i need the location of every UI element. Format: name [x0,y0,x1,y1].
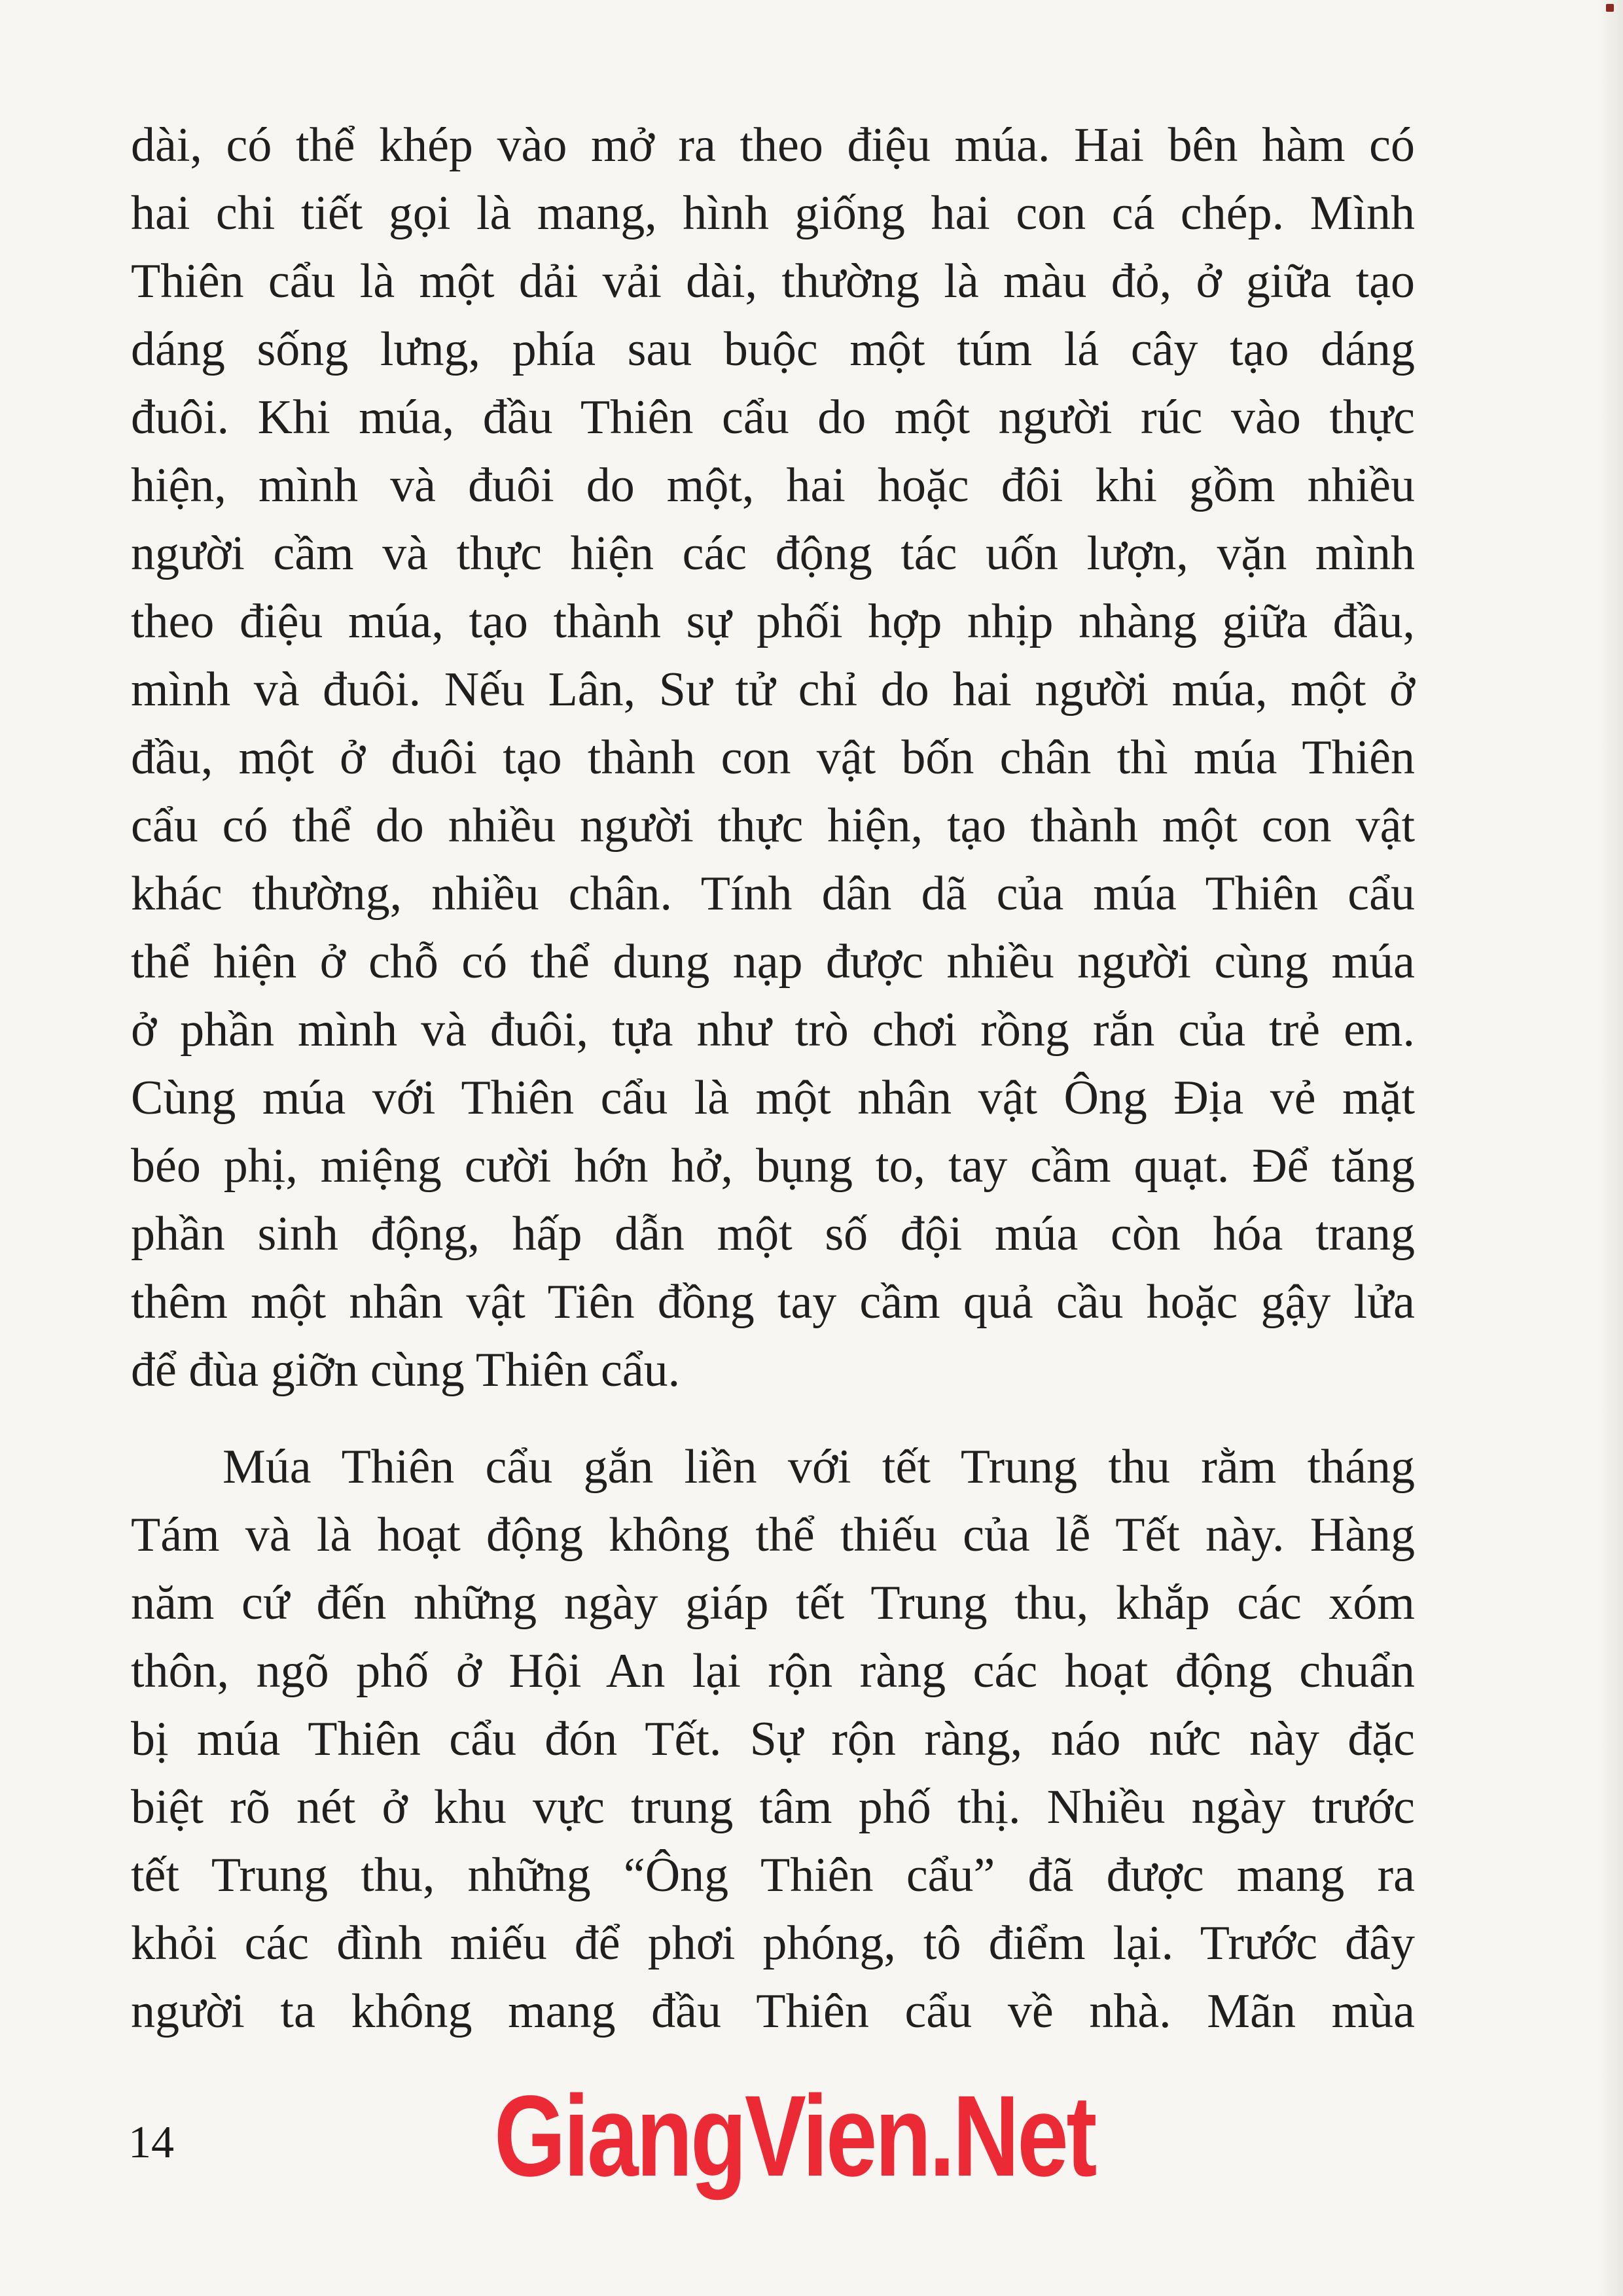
text-line: theo điệu múa, tạo thành sự phối hợp nhịp nhàng giữa đầu, [131,595,1415,648]
text-line: Thiên cẩu là một dải vải dài, thường là màu đỏ, ở giữa tạo [131,255,1415,308]
text-line: cẩu có thể do nhiều người thực hiện, tạo thành một con vật [131,799,1415,853]
text-line: khác thường, nhiều chân. Tính dân dã của múa Thiên cẩu [131,867,1415,921]
text-line: khỏi các đình miếu để phơi phóng, tô điểm lại. Trước đây [131,1916,1415,1970]
text-line: thêm một nhân vật Tiên đồng tay cầm quả cầu hoặc gậy lửa [131,1275,1415,1329]
text-line: đuôi. Khi múa, đầu Thiên cẩu do một người rúc vào thực [131,391,1415,444]
text-line: năm cứ đến những ngày giáp tết Trung thu, khắp các xóm [131,1576,1415,1630]
text-line: hiện, mình và đuôi do một, hai hoặc đôi khi gồm nhiều [131,459,1415,512]
text-line: Cùng múa với Thiên cẩu là một nhân vật Ông Địa vẻ mặt [131,1071,1415,1125]
text-line: biệt rõ nét ở khu vực trung tâm phố thị. Nhiều ngày trước [131,1780,1415,1834]
text-line: người ta không mang đầu Thiên cẩu về nhà. Mãn mùa [131,1985,1415,2038]
text-line: thôn, ngõ phố ở Hội An lại rộn ràng các hoạt động chuẩn [131,1644,1415,1698]
paragraph-2 [131,1433,1415,2045]
text-line: ở phần mình và đuôi, tựa như trò chơi rồng rắn của trẻ em. [131,1003,1415,1057]
watermark-logo: GiangVien.Net [494,2072,1096,2200]
text-line: phần sinh động, hấp dẫn một số đội múa còn hóa trang [131,1207,1415,1261]
text-line: đầu, một ở đuôi tạo thành con vật bốn chân thì múa Thiên [131,731,1415,785]
text-line: dáng sống lưng, phía sau buộc một túm lá cây tạo dáng [131,323,1415,376]
page-corner-mark [1606,4,1614,12]
page-edge-shadow [1597,0,1623,2296]
text-line: người cầm và thực hiện các động tác uốn lượn, vặn mình [131,527,1415,580]
text-line: hai chi tiết gọi là mang, hình giống hai con cá chép. Mình [131,186,1415,240]
text-line: mình và đuôi. Nếu Lân, Sư tử chỉ do hai người múa, một ở [131,663,1415,716]
page-number: 14 [128,2117,174,2168]
text-line: Múa Thiên cẩu gắn liền với tết Trung thu rằm tháng [223,1440,1415,1494]
text-line: bị múa Thiên cẩu đón Tết. Sự rộn ràng, náo nức này đặc [131,1712,1415,1766]
text-line: béo phị, miệng cười hớn hở, bụng to, tay cầm quạt. Để tăng [131,1139,1415,1193]
text-line: để đùa giỡn cùng Thiên cẩu. [131,1343,681,1397]
text-line: dài, có thể khép vào mở ra theo điệu múa. Hai bên hàm có [131,118,1415,172]
text-line: tết Trung thu, những “Ông Thiên cẩu” đã được mang ra [131,1848,1415,1902]
paragraph-1 [131,111,1415,1404]
text-line: thể hiện ở chỗ có thể dung nạp được nhiều người cùng múa [131,935,1415,989]
text-line: Tám và là hoạt động không thể thiếu của lễ Tết này. Hàng [131,1508,1415,1562]
